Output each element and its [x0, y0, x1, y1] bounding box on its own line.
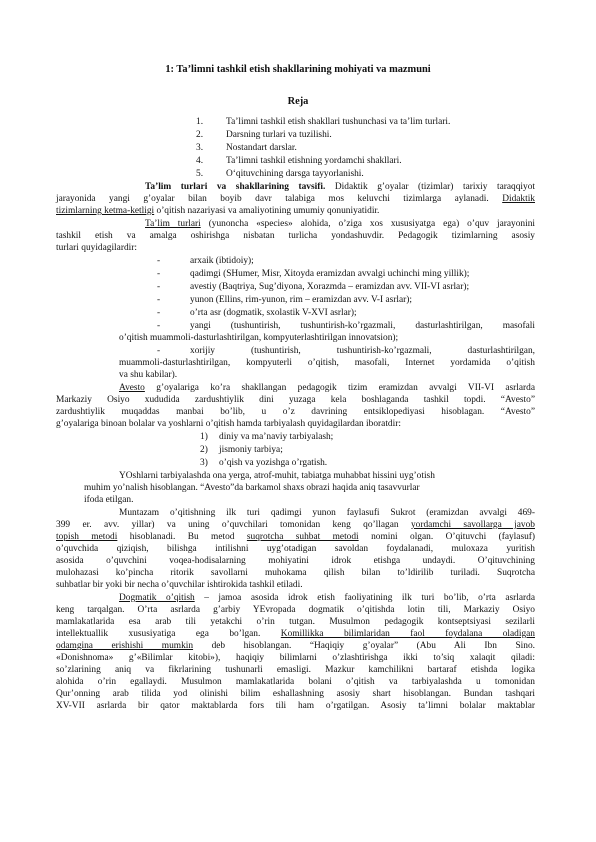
list-item: avestiy (Baqtriya, Sug’diyona, Xorazmda – eramizdan avv. VII-VI asrlar);	[190, 282, 470, 292]
paragraph-line: zardushtiylik muqaddas manbai bo’lib, u o’z davrining entsiklopediyasi hisoblagan. “Avesto”	[56, 407, 535, 417]
paragraph-line: o’quvchida qiziqish, bilishga intilishni uyg’otadigan savoldan foydalanadi, muloxaza yuritish	[56, 544, 535, 554]
list-dash: -	[157, 269, 161, 279]
paragraph-text: jarayonida yangi g’oyalar bilan boyib davr talabiga mos keluvchi tizimlarga aylanadi.	[56, 194, 489, 204]
paragraph-text: o’qitish nazariyasi va amaliyotining umumiy qonuniyatidir.	[156, 206, 380, 216]
paragraph-line: mulohazasi ko’pincha ritorik savollarni muhokama qilish bilan to’ldirilib turiladi. Suqrotcha	[56, 568, 535, 578]
paragraph-text: deb hisoblangan. “Haqiqiy g’oyalar” (Abu Ali Ibn Sino.	[211, 641, 535, 651]
paragraph-line	[56, 532, 535, 543]
list-dash: -	[157, 321, 161, 331]
list-item: arxaik (ibtidoiy);	[190, 256, 254, 266]
plan-number: 2.	[196, 130, 204, 140]
plan-number: 4.	[196, 156, 204, 166]
list-item: jismoniy tarbiya;	[219, 445, 283, 455]
paragraph-text: 399 er. avv. yillar) va uning o’quvchilari tomonidan keng qo’llagan	[56, 520, 399, 530]
paragraph-text: intellektuallik xususiyatiga ega bo’lgan.	[56, 629, 261, 639]
paragraph-line	[56, 194, 535, 205]
underlined-term: Dogmatik o’qitish	[119, 593, 195, 603]
underlined-term: Didaktik	[502, 194, 535, 204]
paragraph-line: asosida o’quvchini voqea-hodisalarning mohiyatini idrok etishga undaydi. O’qituvchining	[56, 556, 535, 566]
plan-item: O‘qituvchining darsga tayyorlanishi.	[226, 169, 364, 179]
underlined-term: odamgina erishishi mumkin	[56, 641, 194, 651]
list-item-continued: muammoli-dasturlashtirilgan, kompyuterli o’qitish, masofali, Internet yordamida o’qitish	[119, 358, 535, 368]
underlined-term: Ta’lim turlari	[145, 219, 201, 229]
list-item: yunon (Ellins, rim-yunon, rim – eramizdan avv. V-I asrlar);	[190, 295, 412, 305]
plan-item: Darsning turlari va tuzilishi.	[226, 130, 332, 140]
paragraph-line: turlari quyidagilardir:	[56, 243, 137, 253]
paragraph-line: so’zlarining aniq va fikrlarining tushunarli emasligi. Mazkur kamchilikni bartaraf etishda logika	[56, 665, 535, 675]
paragraph-text: (yunoncha «species» alohida, o’ziga xos xususiyatga ega) o’quv jarayonini	[208, 219, 536, 229]
underlined-term: suqrotcha suhbat metodi	[246, 532, 359, 542]
list-number: 3)	[200, 458, 208, 468]
plan-number: 3.	[196, 143, 204, 153]
paragraph-line	[145, 219, 535, 230]
paragraph-line	[119, 383, 535, 394]
underlined-term: Komillikka bilimlaridan faol foydalana oladigan	[280, 629, 535, 639]
paragraph-line: mamlakatlarida esa arab tili yetakchi o’rin tutgan. Musulmon pedagogik kontseptsiyasi sezilarli	[56, 617, 535, 627]
paragraph-text: – jamoa asosida idrok etish faoliyatining ilk turi bo’lib, o’rta asrlarda	[204, 593, 535, 603]
section-heading: Ta’lim turlari va shakllarining tavsifi.	[145, 182, 326, 192]
paragraph-line: g’oyalariga binoan bolalar va yoshlarni o’qitish hamda tarbiyalash quyidagilardan iboratdir:	[56, 419, 401, 429]
paragraph-line	[56, 629, 535, 640]
list-dash: -	[157, 282, 161, 292]
paragraph-line: «Donishnoma» g’«Bilimlar kitobi»), haqiqiy bilimlarni o’zlashtirishga ikki to’siq xalaqit qiladi:	[56, 653, 535, 663]
paragraph-line: tashkil etish va amalga oshirishga nisbatan turlicha yondashuvdir. Pedagogik tizimlarning asosiy	[56, 231, 535, 241]
paragraph-line	[145, 182, 535, 193]
list-item-continued: va shu kabilar).	[119, 370, 178, 380]
paragraph-text: hisoblanadi. Bu metod	[129, 532, 235, 542]
paragraph-line: YOshlarni tarbiyalashda ona yerga, atrof-muhit, tabiatga muhabbat hissini uyg’otish	[119, 471, 435, 481]
paragraph-line: ifoda etilgan.	[84, 495, 134, 505]
underlined-term: tizimlarning ketma-ketligi	[56, 206, 155, 216]
underlined-term: yordamchi savollarga javob	[410, 520, 535, 530]
paragraph-text: Didaktik g’oyalar (tizimlar) tarixiy taraqqiyot	[334, 182, 536, 192]
paragraph-line: Muntazam o’qitishning ilk turi qadimgi yunon faylasufi Sukrot (eramizdan avvalgi 469-	[119, 508, 535, 518]
list-dash: -	[157, 295, 161, 305]
paragraph-line	[56, 520, 535, 531]
plan-item: Ta’limni tashkil etishning yordamchi shakllari.	[226, 156, 402, 166]
plan-item: Nostandart darslar.	[226, 143, 297, 153]
paragraph-line: Qur’onning arab tilida yod olinishi bilim eshallashning asosiy shart hisoblangan. Bundan tashqari	[56, 689, 535, 699]
list-item: o’rta asr (dogmatik, sxolastik V-XVI asrlar);	[190, 308, 357, 318]
plan-item: Ta’limni tashkil etish shakllari tushunchasi va ta’lim turlari.	[226, 117, 451, 127]
plan-number: 5.	[196, 169, 204, 179]
plan-heading: Reja	[287, 96, 309, 107]
list-item: o’qish va yozishga o’rgatish.	[219, 458, 328, 468]
paragraph-line: Markaziy Osiyo xududida zardushtiylik dini yuzaga kela boshlaganda tashkil topdi. “Avesto”	[56, 395, 535, 405]
page-title: 1: Ta’limni tashkil etish shakllarining mohiyati va mazmuni	[165, 64, 431, 75]
underlined-term: Avesto	[119, 383, 145, 393]
list-number: 2)	[200, 445, 208, 455]
list-item: yangi (tushuntirish, tushuntirish-ko’rgazmali, dasturlashtirilgan, masofali	[190, 321, 535, 331]
list-item-continued: o’qitish muammoli-dasturlashtirilgan, kompyuterlashtirilgan innovatsion);	[119, 333, 399, 343]
paragraph-line: suhbatlar bir yoki bir necha o’quvchilar ishtirokida tashkil etiladi.	[56, 580, 303, 590]
paragraph-text: g’oyalariga ko’ra shakllangan pedagogik tizim eramizdan avvalgi VII-VI asrlarda	[156, 383, 536, 393]
list-dash: -	[157, 346, 161, 356]
list-item: qadimgi (SHumer, Misr, Xitoyda eramizdan avvalgi uchinchi ming yillik);	[190, 269, 470, 279]
paragraph-line: alohida o’rin egallaydi. Musulmon mamlakatlarida bolani o’qitish va tarbiyalashda u tomonidan	[56, 677, 535, 687]
list-dash: -	[157, 308, 161, 318]
list-number: 1)	[200, 432, 208, 442]
paragraph-line: muhim yo’nalish hisoblangan. “Avesto”da barkamol shaxs obrazi haqida aniq tasavvurlar	[84, 483, 420, 493]
paragraph-line	[56, 641, 535, 652]
paragraph-line: XV-VII asrlarda bir qator maktablarda fors tili ham o’rgatilgan. Asosiy ta’limni bolalar maktablar	[56, 701, 535, 711]
list-item: diniy va ma’naviy tarbiyalash;	[219, 432, 334, 442]
paragraph-line	[119, 593, 535, 604]
plan-number: 1.	[196, 117, 204, 127]
paragraph-line: keng tarqalgan. O’rta asrlarda g’arbiy YEvropada dogmatik o’qitishda lotin tili, Markaziy Osiyo	[56, 605, 535, 615]
paragraph-text: nomini olgan. O’qituvchi (faylasuf)	[371, 532, 536, 542]
list-item: xorijiy (tushuntirish, tushuntirish-ko’rgazmali, dasturlashtirilgan,	[190, 346, 535, 356]
list-dash: -	[157, 256, 161, 266]
paragraph-line	[56, 206, 379, 217]
underlined-term: topish metodi	[56, 532, 118, 542]
